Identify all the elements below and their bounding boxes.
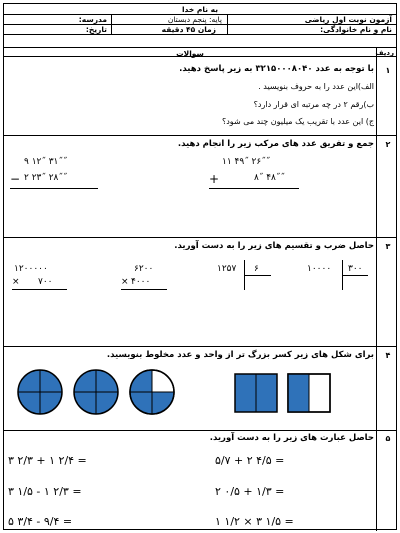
date-field: تاریخ: <box>85 25 107 34</box>
divider <box>111 14 112 34</box>
multiplication-1-top: ۱۲۰۰۰۰۰ <box>14 264 48 274</box>
question-number: ۲ <box>385 140 391 149</box>
bismillah: به نام خدا <box>181 5 219 14</box>
answer-line <box>10 188 98 189</box>
question-1-part-a: الف)این عدد را به حروف بنویسید . <box>258 82 374 91</box>
school-field: مدرسه: <box>78 15 107 24</box>
section-divider <box>4 346 396 347</box>
expression-left-2: ۳ ۱/۵ - ۱ ۲/۳ = <box>8 485 82 498</box>
subtraction-bottom: ۲ ۲۳˝ ۲۸˝˝ <box>24 173 68 183</box>
division-2-divisor: ۳۰۰ <box>348 264 363 274</box>
division-line <box>244 275 271 276</box>
three-quarter-circle <box>130 370 174 414</box>
expression-right-2: ۲ ۰/۵ + ۱/۳ = <box>215 485 285 498</box>
question-2-title: جمع و تفریق عدد های مرکب زیر را انجام دهید. <box>177 139 374 149</box>
full-circle <box>18 370 62 414</box>
expression-right-3: ۱ ۱/۲ × ۳ ۱/۵ = <box>215 515 294 528</box>
divider <box>4 47 396 48</box>
question-number: ۱ <box>385 66 391 75</box>
answer-line <box>121 289 167 290</box>
column-header-row: ردیف <box>375 49 394 57</box>
fraction-rectangles <box>234 373 334 413</box>
divider <box>227 14 228 34</box>
question-3-title: حاصل ضرب و تقسیم های زیر را به دست آورید. <box>174 241 374 251</box>
expression-right-1: ۵/۷ + ۲ ۴/۵ = <box>215 454 285 467</box>
question-number: ۳ <box>385 242 391 251</box>
fraction-circles <box>12 364 184 420</box>
multiplication-1-operator: × <box>12 277 20 287</box>
section-divider <box>4 430 396 431</box>
multiplication-2-operator: × <box>121 277 129 287</box>
expression-left-3: ۵ ۳/۴ - ۹/۴ = <box>8 515 73 528</box>
division-line <box>342 275 368 276</box>
exam-sheet <box>3 3 397 530</box>
division-2-dividend: ۱۰۰۰۰ <box>307 264 332 274</box>
question-4-title: برای شکل های زیر کسر بزرگ تر از واحد و عدد مخلوط بنویسید. <box>106 350 374 360</box>
subtraction-operator: − <box>10 172 21 186</box>
row-number-column-divider <box>376 47 377 531</box>
addition-operator: + <box>209 172 220 186</box>
addition-top: ۱۱ ۴۹˝ ۲۶˝˝ <box>222 157 271 167</box>
answer-line <box>209 188 299 189</box>
division-1-dividend: ۱۲۵۷ <box>217 264 237 274</box>
half-rectangle <box>288 374 330 412</box>
section-divider <box>4 237 396 238</box>
time-field: زمان ۴۵ دقیقه <box>161 25 216 34</box>
grade-field: پایه: پنجم دبستان <box>167 15 222 24</box>
column-header-questions: سوالات <box>176 49 204 58</box>
subtraction-top: ۹ ۱۲˝ ۳۱˝˝ <box>24 157 68 167</box>
divider <box>4 34 396 35</box>
division-1-divisor: ۶ <box>254 264 259 274</box>
question-5-title: حاصل عبارت های زیر را به دست آورید. <box>209 433 374 443</box>
expression-left-1: ۳ ۲/۳ + ۱ ۲/۴ = <box>8 454 87 467</box>
question-1-title: با توجه به عدد ۳۲۱۵۰۰۰۸۰۴۰ به زیر پاسخ دهید. <box>179 64 374 74</box>
student-name-field: نام و نام خانوادگی: <box>320 25 392 34</box>
full-rectangle <box>235 374 277 412</box>
addition-bottom: ۸˝ ۴۸˝˝ <box>254 173 285 183</box>
answer-line <box>12 289 67 290</box>
section-divider <box>4 135 396 136</box>
multiplication-2-top: ۶۲۰۰ <box>134 264 154 274</box>
question-number: ۴ <box>385 351 391 360</box>
question-number: ۵ <box>385 434 391 443</box>
full-circle <box>74 370 118 414</box>
multiplication-1-bottom: ۷۰۰ <box>38 277 53 287</box>
exam-title: آزمون نوبت اول ریاضی <box>304 15 392 24</box>
multiplication-2-bottom: ۴۰۰۰ <box>131 277 151 287</box>
question-1-part-b: ب)رقم ۲ در چه مرتبه ای قرار دارد؟ <box>253 100 374 109</box>
question-1-part-c: ج) این عدد با تقریب یک میلیون چند می شود؟ <box>222 117 374 126</box>
